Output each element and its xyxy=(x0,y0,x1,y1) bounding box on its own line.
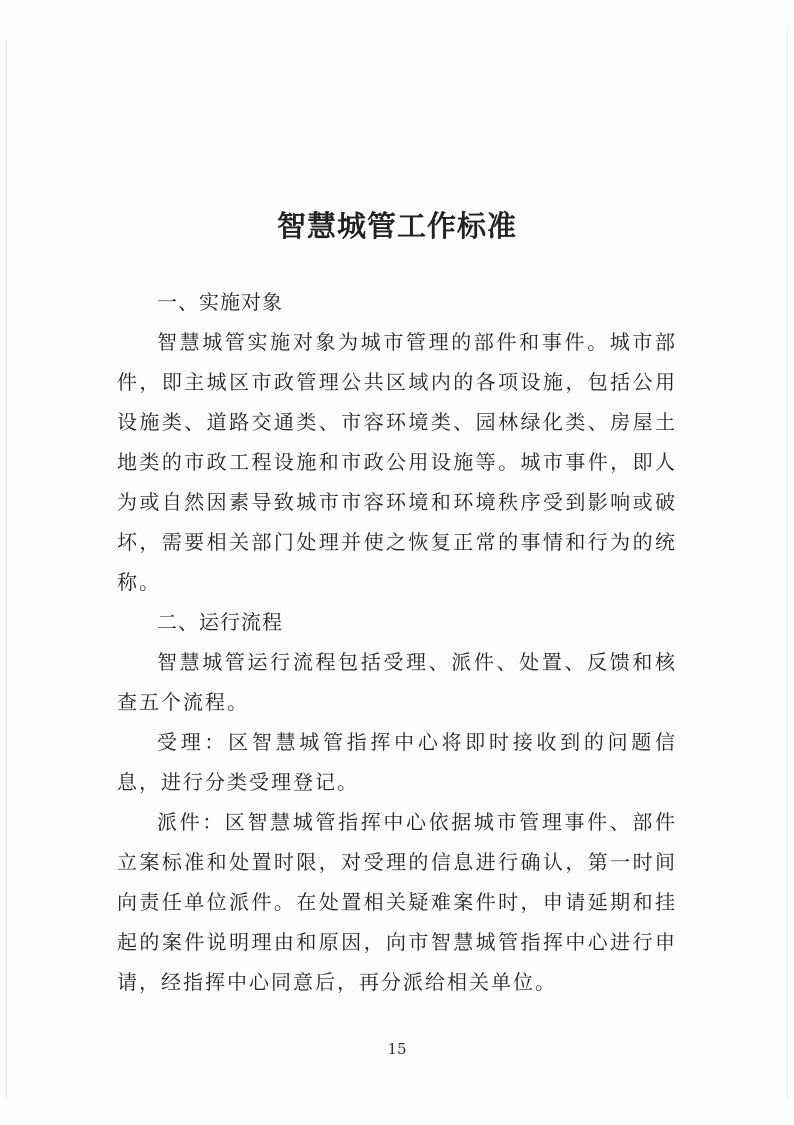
page-edge-left xyxy=(6,40,7,1100)
paragraph-dispatch: 派件：区智慧城管指挥中心依据城市管理事件、部件立案标准和处置时限，对受理的信息进行确认，第一时间向责任单位派件。在处置相关疑难案件时，申请延期和挂起的案件说明理由和原因，向市智慧城管指挥中心进行申请，经指挥中心同意后，再分派给相关单位。 xyxy=(117,810,677,994)
section-heading-implementation-targets: 一、实施对象 xyxy=(157,290,283,314)
document-body xyxy=(117,282,677,1002)
paragraph-acceptance: 受理：区智慧城管指挥中心将即时接收到的问题信息，进行分类受理登记。 xyxy=(117,730,677,794)
section-heading-operation-process: 二、运行流程 xyxy=(157,610,283,634)
page-edge-right xyxy=(787,30,788,1100)
paragraph-process-overview: 智慧城管运行流程包括受理、派件、处置、反馈和核查五个流程。 xyxy=(117,650,677,714)
paragraph-implementation-targets: 智慧城管实施对象为城市管理的部件和事件。城市部件，即主城区市政管理公共区域内的各项设施，包括公用设施类、道路交通类、市容环境类、园林绿化类、房屋土地类的市政工程设施和市政公用设施等。城市事件，即人为或自然因素导致城市市容环境和环境秩序受到影响或破坏，需要相关部门处理并使之恢复正常的事情和行为的统称。 xyxy=(117,330,677,594)
page-number: 15 xyxy=(387,1040,407,1058)
document-title: 智慧城管工作标准 xyxy=(276,209,517,243)
